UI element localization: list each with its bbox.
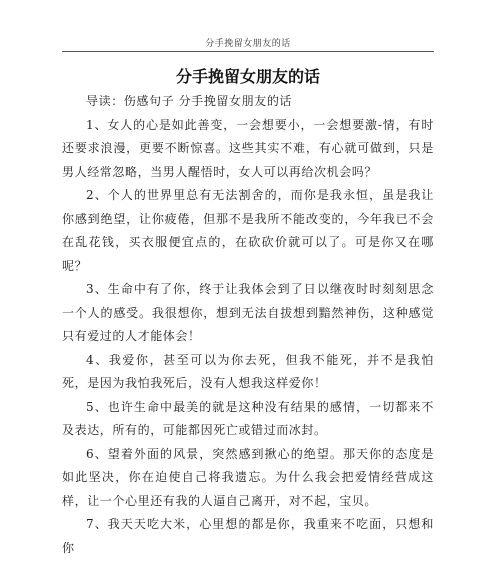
paragraph-7: 7、我天天吃大米，心里想的都是你，我重来不吃面，只想和你	[62, 517, 434, 555]
paragraph-5: 5、也许生命中最美的就是这种没有结果的感情，一切都来不及表达，所有的，可能都因死亡或错过而冰封。	[62, 399, 434, 437]
paragraph-3: 3、生命中有了你，终于让我体会到了日以继夜时时刻刻思念一个人的感受。我很想你，想到无法自拔想到黯然神伤，这种感觉只有爱过的人才能体会！	[62, 282, 434, 343]
intro-line: 导读：伤感句子 分手挽留女朋友的话	[86, 94, 293, 108]
paragraph-4: 4、我爱你，甚至可以为你去死，但我不能死，并不是我怕死，是因为我怕我死后，没有人想我这样爱你！	[62, 352, 434, 390]
document-body	[62, 90, 434, 560]
header-divider	[62, 51, 434, 52]
paragraph-1: 1、女人的心是如此善变，一会想要小，一会想要激-情，有时还要求浪漫，更要不断惊喜。这些其实不难，有心就可做到，只是男人经常忽略，当男人醒悟时，女人可以再给次机会吗？	[62, 117, 434, 179]
paragraph-2: 2、个人的世界里总有无法割舍的，而你是我永恒，虽是我让你感到绝望，让你疲倦，但那不是我所不能改变的，今年我已不会在乱花钱，买衣服便宜点的，在砍砍价就可以了。可是你又在哪呢？	[62, 188, 434, 273]
running-header: 分手挽留女朋友的话	[205, 39, 291, 49]
document-title: 分手挽留女朋友的话	[175, 67, 320, 86]
paragraph-6: 6、望着外面的风景，突然感到揪心的绝望。那天你的态度是如此坚决，你在迫使自己将我遗忘。为什么我会把爱情经营成这样，让一个心里还有我的人逼自己离开，对不起，宝贝。	[62, 446, 434, 508]
